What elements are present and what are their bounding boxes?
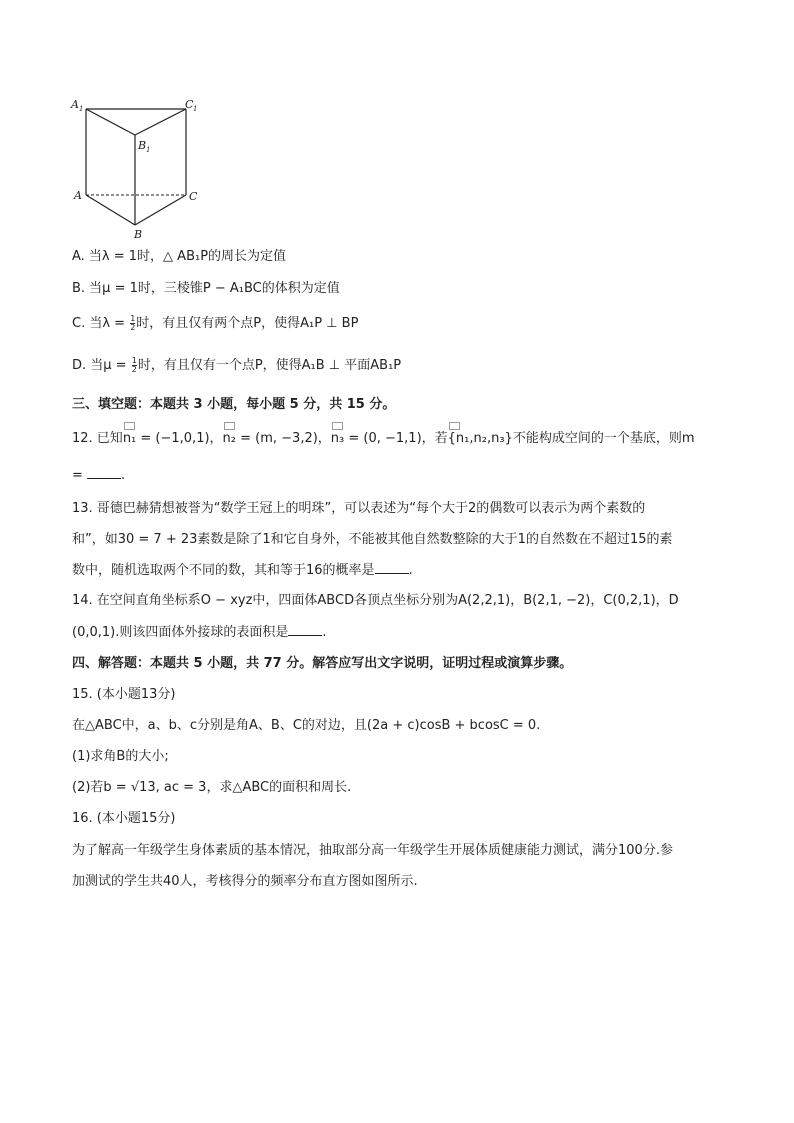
- option-d-prefix: D. 当μ =: [72, 358, 127, 373]
- question-13-line-3: [72, 561, 413, 580]
- option-b: B. 当μ = 1时，三棱锥P − A₁BC的体积为定值: [72, 281, 340, 296]
- question-15-part-1: (1)求角B的大小;: [72, 749, 169, 764]
- q12-vector-set: {n₁,n₂,n₃}: [447, 431, 513, 446]
- option-d-denominator: 2: [131, 365, 137, 374]
- option-d-suffix: 时，有且仅有一个点P，使得A₁B ⊥ 平面AB₁P: [137, 358, 402, 373]
- label-B1-sub: 1: [146, 146, 151, 154]
- q13-text: 数中，随机选取两个不同的数，其和等于16的概率是: [72, 563, 375, 578]
- question-16-line-1: 为了解高一年级学生身体素质的基本情况，抽取部分高一年级学生开展体质健康能力测试，满分100分.参: [72, 843, 673, 858]
- label-C: C: [189, 190, 198, 203]
- option-c-fraction: [130, 315, 135, 332]
- q12-equals: =: [72, 468, 83, 483]
- q14-text: (0,0,1).则该四面体外接球的表面积是: [72, 625, 289, 640]
- q12-prefix: 12. 已知: [72, 431, 123, 446]
- q12-vector-n1: n₁ = (−1,0,1)，: [122, 431, 223, 446]
- triangular-prism-diagram: [68, 95, 208, 245]
- section-4-title: 四、解答题：本题共 5 小题，共 77 分。解答应写出文字说明，证明过程或演算步骤。: [72, 656, 573, 671]
- question-13-line-2: 和”，如30 = 7 + 23素数是除了1和它自身外，不能被其他自然数整除的大于1的自然数在不超过15的素: [72, 532, 673, 547]
- question-12-line-2: [72, 466, 125, 485]
- q12-vector-n3: n₃ = (0, −1,1)，若: [330, 431, 448, 446]
- option-c-prefix: C. 当λ =: [72, 316, 126, 331]
- question-16-line-2: 加测试的学生共40人，考核得分的频率分布直方图如图所示.: [72, 874, 418, 889]
- question-12-line-1: [72, 430, 695, 448]
- section-3-title: 三、填空题：本题共 3 小题，每小题 5 分，共 15 分。: [72, 397, 396, 412]
- answer-blank-13[interactable]: [375, 561, 409, 574]
- prism-figure: [68, 95, 208, 245]
- question-13-line-1: 13. 哥德巴赫猜想被誉为“数学王冠上的明珠”，可以表述为“每个大于2的偶数可以表示为两个素数的: [72, 501, 646, 516]
- q12-vector-n2: n₂ = (m, −3,2)，: [222, 431, 331, 446]
- question-15-part-2: (2)若b = √13, ac = 3，求△ABC的面积和周长.: [72, 780, 352, 795]
- option-c-suffix: 时，有且仅有两个点P，使得A₁P ⊥ BP: [136, 316, 359, 331]
- label-A1-sub: 1: [79, 105, 84, 113]
- option-d-numerator: 1: [131, 356, 137, 365]
- label-C1-sub: 1: [193, 105, 198, 113]
- option-d-fraction: [132, 357, 137, 374]
- option-a: A. 当λ = 1时，△ AB₁P的周长为定值: [72, 249, 287, 264]
- question-16-heading: 16. (本小题15分): [72, 811, 176, 826]
- answer-blank-14[interactable]: [288, 623, 322, 636]
- question-15-heading: 15. (本小题13分): [72, 687, 176, 702]
- label-A1: A: [71, 98, 79, 111]
- label-C1: C: [185, 98, 194, 111]
- label-A: A: [74, 189, 82, 202]
- answer-blank-12[interactable]: [87, 466, 121, 479]
- option-d: [72, 357, 401, 375]
- option-c-numerator: 1: [130, 314, 136, 323]
- question-14-line-2: [72, 623, 327, 642]
- question-15-stem: 在△ABC中，a、b、c分别是角A、B、C的对边，且(2a + c)cosB + bcosC = 0.: [72, 718, 541, 733]
- label-B1: B: [138, 139, 147, 152]
- option-c-denominator: 2: [130, 323, 136, 332]
- q12-period: .: [121, 468, 126, 483]
- label-B: B: [134, 228, 143, 241]
- question-14-line-1: 14. 在空间直角坐标系O − xyz中，四面体ABCD各顶点坐标分别为A(2,2,1)，B(2,1, −2)，C(0,2,1)，D: [72, 593, 679, 608]
- q13-period: .: [408, 563, 413, 578]
- q14-period: .: [322, 625, 327, 640]
- option-c: [72, 315, 358, 333]
- q12-suffix: 不能构成空间的一个基底，则m: [512, 431, 695, 446]
